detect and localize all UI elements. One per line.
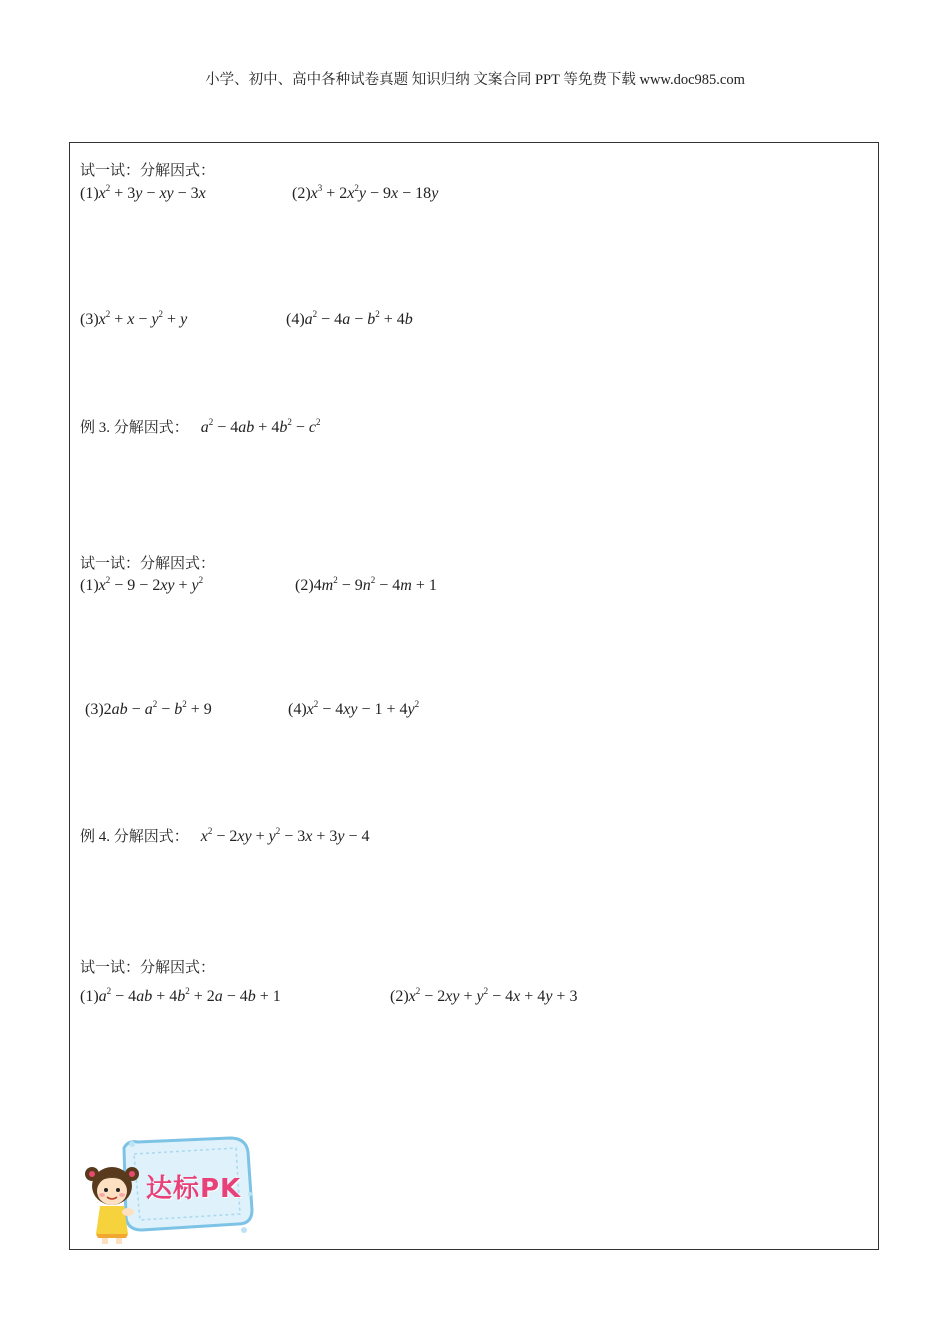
problem-number: (2) <box>292 185 311 202</box>
problem-number: (1) <box>80 577 99 594</box>
example-4: 例 4. 分解因式： $x^2 - 2xy + y^2 - 3x + 3y - 4$ <box>80 826 370 845</box>
try-label-2: 试一试：分解因式： <box>80 556 216 572</box>
badge-text: 达标PK <box>146 1174 242 1204</box>
page-header: 小学、初中、高中各种试卷真题 知识归纳 文案合同 PPT 等免费下载 www.doc985.com <box>205 72 745 88</box>
problem-3-2: $(2)x^2 - 2xy + y^2 - 4x + 4y + 3$ <box>390 986 578 1005</box>
problem-number: (1) <box>80 988 99 1005</box>
example-3: 例 3. 分解因式： $a^2 - 4ab + 4b^2 - c^2$ <box>80 417 321 436</box>
try-label-3: 试一试：分解因式： <box>80 960 216 976</box>
example-3-label: 例 3. 分解因式： <box>80 420 189 436</box>
problem-number: (3) <box>85 701 104 718</box>
problem-1-2: $(2)x^3 + 2x^2y - 9x - 18y$ <box>292 183 439 202</box>
problem-1-1: $(1)x^2 + 3y$ − xy − 3x <box>80 183 206 202</box>
problem-1-4: $(4)a^2 - 4a - b^2 + 4b$ <box>286 309 413 328</box>
problem-number: (2) <box>390 988 409 1005</box>
problem-3-1: $(1)a^2 - 4ab + 4b^2 + 2a - 4b + 1$ <box>80 986 281 1005</box>
problem-2-4: $(4)x^2 - 4xy - 1 + 4y^2$ <box>288 699 420 718</box>
problem-number: (3) <box>80 311 99 328</box>
problem-2-3: $(3)2ab - a^2 - b^2 + 9$ <box>85 699 212 718</box>
problem-number: (2) <box>295 577 314 594</box>
try-label-1: 试一试：分解因式： <box>80 163 216 179</box>
problem-number: (4) <box>288 701 307 718</box>
content-frame <box>69 142 879 1250</box>
problem-2-1: $(1)x^2 - 9 - 2xy + y^2$ <box>80 575 204 594</box>
problem-number: (4) <box>286 311 305 328</box>
problem-number: (1) <box>80 185 99 202</box>
example-4-label: 例 4. 分解因式： <box>80 829 189 845</box>
dabiao-pk-badge <box>80 1134 256 1246</box>
problem-1-3: $(3)x^2 + x - y^2 + y$ <box>80 309 188 328</box>
problem-2-2: $(2)4m^2 - 9n^2 - 4m + 1$ <box>295 575 437 594</box>
